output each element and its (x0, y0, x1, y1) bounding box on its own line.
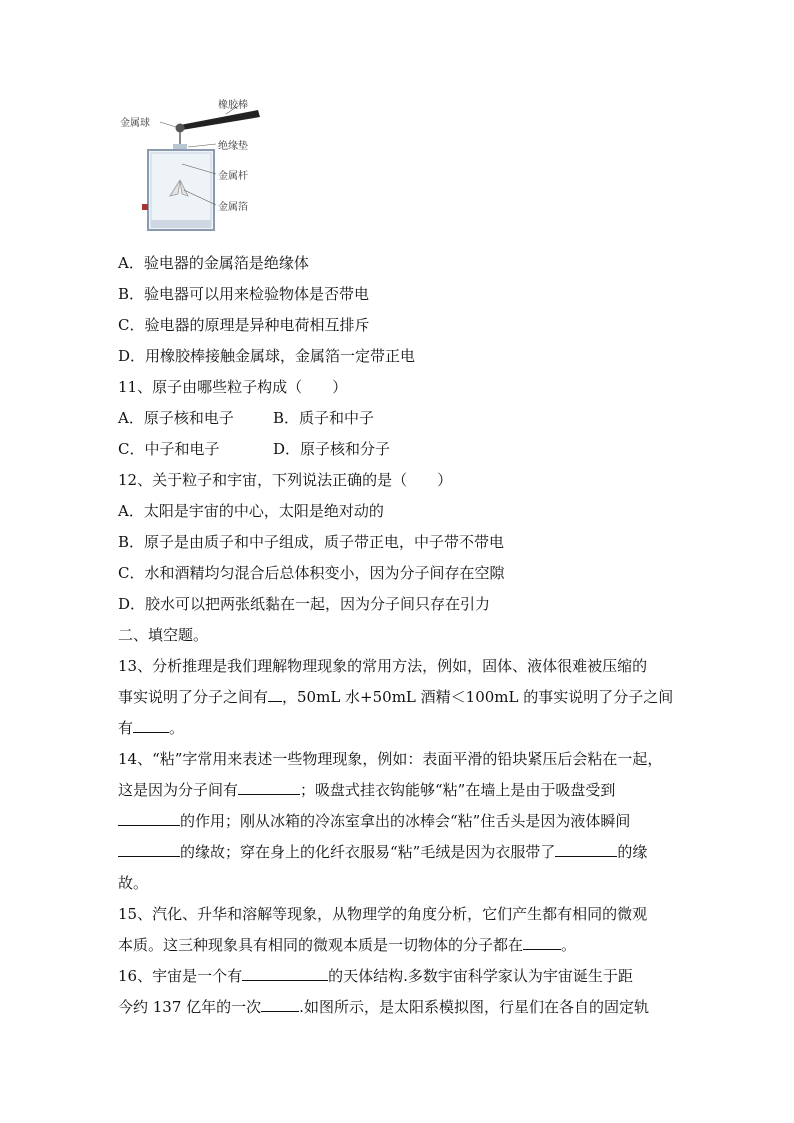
q14-line-2: 这是因为分子间有 ；吸盘式挂衣钩能够“粘”在墙上是由于吸盘受到 (118, 775, 678, 806)
q13-blank-1[interactable] (268, 685, 282, 702)
q14-blank-3[interactable] (118, 840, 180, 857)
q11-option-a: A．原子核和电子 (118, 409, 234, 427)
q14-line-4: 的缘故；穿在身上的化纤衣服易“粘”毛绒是因为衣服带了 的缘 (118, 837, 678, 868)
q13-blank-2[interactable] (133, 716, 169, 733)
q11-stem: 11、原子由哪些粒子构成（ ） (118, 378, 348, 396)
electroscope-figure (118, 92, 268, 232)
q13-line-2: 事实说明了分子之间有 ，50mL 水+50mL 酒精＜100mL 的事实说明了分子之间 (118, 682, 678, 713)
metal-ball-shape (176, 124, 185, 133)
q13-line-3: 有 。 (118, 713, 678, 744)
q11-options-row-1 (118, 403, 678, 434)
q16-blank-1[interactable] (242, 964, 328, 981)
q12-option-d: D．胶水可以把两张纸黏在一起，因为分子间只存在引力 (118, 595, 491, 613)
q12-stem: 12、关于粒子和宇宙，下列说法正确的是（ ） (118, 471, 453, 489)
q15-blank-1[interactable] (523, 933, 561, 950)
q11-options-row-2 (118, 434, 678, 465)
q11-option-d: D．原子核和分子 (273, 440, 391, 458)
q15-line-2: 本质。这三种现象具有相同的微观本质是一切物体的分子都在 。 (118, 930, 678, 961)
q11-option-c: C．中子和电子 (118, 440, 220, 458)
section-title-fill-in: 二、填空题。 (118, 626, 209, 644)
q10-option-a: A．验电器的金属箔是绝缘体 (118, 254, 309, 272)
q12-option-b: B．原子是由质子和中子组成，质子带正电，中子带不带电 (118, 533, 505, 551)
q11-option-b: B．质子和中子 (273, 409, 375, 427)
rubber-rod-shape (180, 110, 260, 130)
q15-line-1: 15、汽化、升华和溶解等现象，从物理学的角度分析，它们产生都有相同的微观 (118, 905, 648, 923)
q10-option-b: B．验电器可以用来检验物体是否带电 (118, 285, 370, 303)
q13-line-1: 13、分析推理是我们理解物理现象的常用方法，例如，固体、液体很难被压缩的 (118, 657, 648, 675)
q14-line-1: 14、“粘”字常用来表述一些物理现象，例如：表面平滑的铅块紧压后会粘在一起， (118, 750, 663, 768)
label-insulating-pad: 绝缘垫 (218, 141, 248, 152)
q14-blank-1[interactable] (238, 778, 300, 795)
label-metal-foil: 金属箔 (218, 202, 248, 213)
q14-line-5: 故。 (118, 874, 149, 892)
glass-box-shape (148, 150, 214, 230)
q16-line-1: 16、宇宙是一个有 的天体结构.多数宇宙科学家认为宇宙诞生于距 (118, 961, 678, 992)
q14-line-3: 的作用；刚从冰箱的冷冻室拿出的冰棒会“粘”住舌头是因为液体瞬间 (118, 806, 678, 837)
q14-blank-4[interactable] (555, 840, 617, 857)
label-rubber-rod: 橡胶棒 (218, 100, 248, 111)
q12-option-c: C．水和酒精均匀混合后总体积变小，因为分子间存在空隙 (118, 564, 505, 582)
question-content (118, 248, 678, 1023)
q16-blank-2[interactable] (261, 995, 299, 1012)
label-metal-rod: 金属杆 (218, 171, 248, 182)
q14-blank-2[interactable] (118, 809, 180, 826)
q12-option-a: A．太阳是宇宙的中心，太阳是绝对动的 (118, 502, 384, 520)
q10-option-d: D．用橡胶棒接触金属球，金属箔一定带正电 (118, 347, 416, 365)
label-metal-ball: 金属球 (120, 118, 150, 129)
q10-option-c: C．验电器的原理是异种电荷相互排斥 (118, 316, 370, 334)
q16-line-2: 今约 137 亿年的一次 .如图所示，是太阳系模拟图，行星们在各自的固定轨 (118, 992, 678, 1023)
